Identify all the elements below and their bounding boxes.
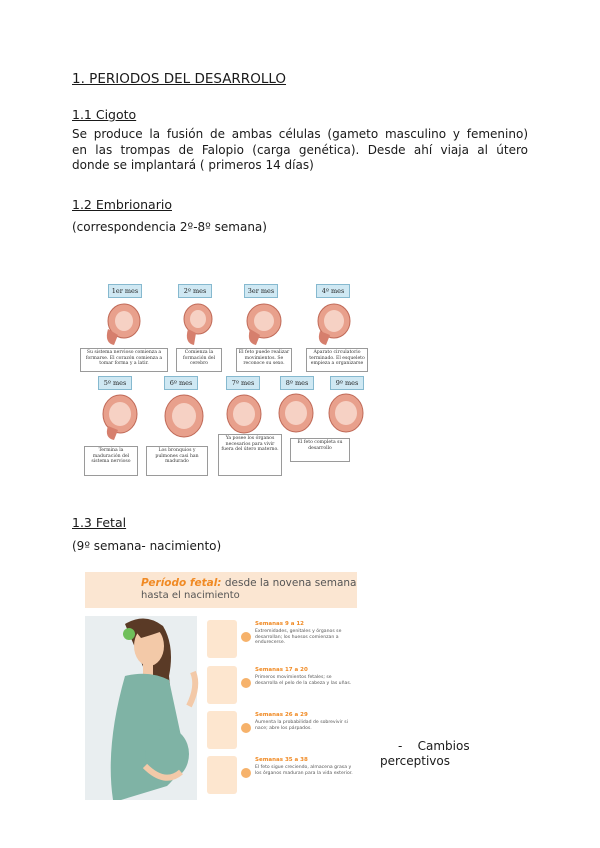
caption-month-2: Comienza la formación del cerebro: [176, 348, 222, 372]
month-label-8: 8º mes: [280, 376, 314, 390]
fetal-panel-2-icon: [241, 678, 251, 688]
month-label-3: 3er mes: [244, 284, 278, 298]
fetal-panel-3-title: Semanas 26 a 29: [255, 712, 308, 718]
fetal-panel-3-text: Aumenta la probabilidad de sobrevivir si nace; abre los párpados.: [255, 720, 348, 731]
pregnant-woman-illustration: [85, 616, 207, 800]
fetal-panel-1: [205, 618, 357, 660]
month-label-5: 5º mes: [98, 376, 132, 390]
fetal-panel-4-title: Semanas 35 a 38: [255, 757, 308, 763]
caption-month-1: Su sistema nervioso comienza a formarse. El corazón comienza a tomar forma y a latir.: [80, 348, 168, 372]
month-label-7: 7º mes: [226, 376, 260, 390]
side-note-line-1: [380, 739, 470, 754]
fetus-month-8-image: [276, 390, 318, 438]
fetal-panel-3-image: [207, 711, 237, 749]
fetal-panel-1-image: [207, 620, 237, 658]
fetal-panel-2-image: [207, 666, 237, 704]
fetal-panel-1-text: Extremidades, genitales y órganos se desarrollan; los huesos comienzan a endurecerse.: [255, 629, 342, 646]
fetal-panel-2: [205, 664, 357, 706]
section-title-embrionario: 1.2 Embrionario: [72, 197, 172, 212]
fetus-month-7-image: [222, 390, 266, 440]
fetal-panel-4-icon: [241, 768, 251, 778]
fetal-panel-2-title: Semanas 17 a 20: [255, 667, 308, 673]
fetal-panel-3-icon: [241, 723, 251, 733]
fetal-subtitle: (9º semana- nacimiento): [72, 539, 222, 553]
fetal-panel-1-icon: [241, 632, 251, 642]
cigoto-paragraph: [72, 127, 528, 174]
embryo-month-1-image: [100, 299, 144, 347]
fetal-panel-1-title: Semanas 9 a 12: [255, 621, 304, 627]
infographic-title-bold: Período fetal:: [141, 577, 222, 589]
fetal-panel-3: [205, 709, 357, 751]
caption-month-3: El feto puede realizar movimientos. Se reconoce su sexo.: [236, 348, 292, 372]
embryo-development-figure: [78, 282, 378, 478]
embrionario-subtitle: (correspondencia 2º-8º semana): [72, 220, 267, 234]
caption-month-4: Aparato circulatorio terminado. El esqueleto empieza a organizarse: [306, 348, 368, 372]
fetus-month-6-image: [158, 390, 208, 444]
caption-month-5: Termina la maduración del sistema nervioso: [84, 446, 138, 476]
caption-month-8-9: El feto completa su desarrollo: [290, 438, 350, 462]
month-label-6: 6º mes: [164, 376, 198, 390]
embryo-month-2-image: [174, 299, 218, 347]
fetal-panel-4: [205, 754, 357, 796]
month-label-1: 1er mes: [108, 284, 142, 298]
side-note-line-2: perceptivos: [380, 754, 451, 768]
section-title-cigoto: 1.1 Cigoto: [72, 107, 137, 122]
cigoto-line-3: donde se implantará ( primeros 14 días): [72, 158, 314, 172]
month-label-4: 4º mes: [316, 284, 350, 298]
fetal-panel-4-text: El feto sigue creciendo, almacena grasa y los órganos maduran para la vida exterior.: [255, 765, 353, 776]
fetal-panel-2-text: Primeros movimientos fetales; se desarrolla el pelo de la cabeza y las uñas.: [255, 675, 352, 686]
side-note: [380, 739, 470, 769]
caption-month-6: Los bronquios y pulmones casi han madurado: [146, 446, 208, 476]
infographic-title-line2: hasta el nacimiento: [141, 590, 240, 601]
embryo-month-4-image: [310, 299, 356, 347]
embryo-month-3-image: [238, 299, 286, 347]
side-note-word-1: Cambios: [417, 739, 470, 753]
infographic-title-rest: desde la novena semana: [224, 577, 357, 589]
month-label-9: 9º mes: [330, 376, 364, 390]
cigoto-line-2: en las trompas de Falopio (carga genética). Desde ahí viaja al útero: [72, 142, 528, 157]
caption-month-7: Ya posee los órganos necesarios para vivir fuera del útero materno.: [218, 434, 282, 476]
section-title-fetal: 1.3 Fetal: [72, 515, 127, 530]
fetal-period-infographic: [85, 572, 361, 800]
fetal-panel-4-image: [207, 756, 237, 794]
cigoto-line-1: Se produce la fusión de ambas células (gameto masculino y femenino): [72, 127, 528, 141]
side-note-dash: -: [398, 739, 403, 753]
fetus-month-9-image: [326, 390, 368, 438]
page-heading: 1. PERIODOS DEL DESARROLLO: [72, 71, 287, 87]
infographic-title: [141, 577, 356, 589]
fetus-month-5-image: [96, 390, 142, 440]
month-label-2: 2º mes: [178, 284, 212, 298]
